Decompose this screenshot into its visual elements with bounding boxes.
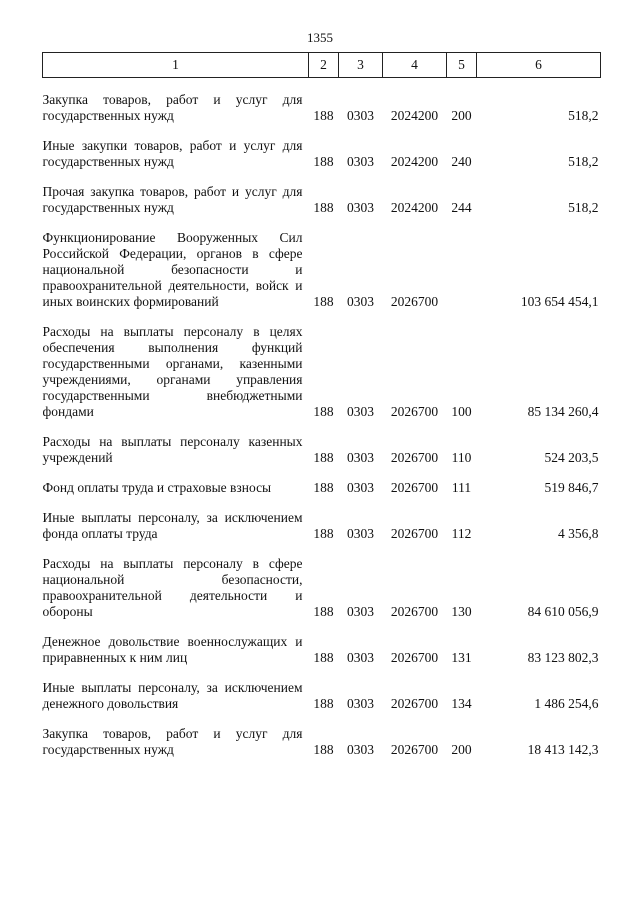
cell-ministry-code: 188 bbox=[313, 742, 334, 757]
cell-amount: 85 134 260,4 bbox=[527, 404, 599, 419]
cell-amount: 518,2 bbox=[568, 200, 599, 215]
cell-section-code: 0303 bbox=[347, 108, 374, 123]
cell-target-article: 2026700 bbox=[390, 696, 439, 711]
spacer-cell bbox=[43, 170, 601, 184]
spacer-cell bbox=[43, 216, 601, 230]
row-spacer bbox=[43, 620, 601, 634]
cell-target-article: 2026700 bbox=[390, 526, 439, 541]
cell-amount: 84 610 056,9 bbox=[527, 604, 599, 619]
cell-section-code: 0303 bbox=[347, 696, 374, 711]
cell-expense-type: 110 bbox=[451, 450, 472, 465]
cell-target-article: 2026700 bbox=[390, 294, 439, 309]
cell-ministry-code: 188 bbox=[313, 696, 334, 711]
cell-target-article: 2026700 bbox=[390, 450, 439, 465]
row-description: Денежное довольствие военнослужащих и приравненных к ним лиц bbox=[42, 634, 303, 665]
cell-amount: 4 356,8 bbox=[558, 526, 599, 541]
row-spacer bbox=[43, 496, 601, 510]
cell-ministry-code: 188 bbox=[313, 200, 334, 215]
row-description: Фонд оплаты труда и страховые взносы bbox=[42, 480, 272, 495]
table-row bbox=[43, 434, 601, 466]
row-description: Иные закупки товаров, работ и услуг для государственных нужд bbox=[42, 138, 303, 169]
column-header: 5 bbox=[447, 53, 477, 78]
cell-ministry-code: 188 bbox=[313, 480, 334, 495]
row-description: Иные выплаты персоналу, за исключением денежного довольствия bbox=[42, 680, 303, 711]
cell-target-article: 2024200 bbox=[390, 154, 439, 169]
row-spacer bbox=[43, 124, 601, 138]
cell-expense-type: 130 bbox=[451, 604, 472, 619]
table-row bbox=[43, 138, 601, 170]
table-row bbox=[43, 634, 601, 666]
budget-table bbox=[42, 52, 601, 758]
cell-expense-type: 100 bbox=[451, 404, 472, 419]
row-description: Расходы на выплаты персоналу в целях обеспечения выполнения функций государственными органами, казенными учреждениями, органами управления государственными внебюджетными фондами bbox=[42, 324, 303, 419]
cell-expense-type: 200 bbox=[451, 108, 472, 123]
row-spacer bbox=[43, 712, 601, 726]
spacer-cell bbox=[43, 124, 601, 138]
cell-amount: 518,2 bbox=[568, 108, 599, 123]
table-row bbox=[43, 324, 601, 420]
table-row bbox=[43, 92, 601, 124]
cell-target-article: 2026700 bbox=[390, 650, 439, 665]
row-description: Закупка товаров, работ и услуг для государственных нужд bbox=[42, 726, 303, 757]
cell-amount: 103 654 454,1 bbox=[520, 294, 599, 309]
spacer-cell bbox=[43, 310, 601, 324]
table-row bbox=[43, 510, 601, 542]
cell-section-code: 0303 bbox=[347, 450, 374, 465]
row-description: Расходы на выплаты персоналу казенных учреждений bbox=[42, 434, 303, 465]
spacer-cell bbox=[43, 466, 601, 480]
cell-ministry-code: 188 bbox=[313, 450, 334, 465]
table-header bbox=[43, 53, 601, 78]
row-spacer bbox=[43, 310, 601, 324]
row-spacer bbox=[43, 216, 601, 230]
cell-target-article: 2026700 bbox=[390, 604, 439, 619]
cell-section-code: 0303 bbox=[347, 650, 374, 665]
row-spacer bbox=[43, 542, 601, 556]
cell-section-code: 0303 bbox=[347, 480, 374, 495]
cell-amount: 1 486 254,6 bbox=[534, 696, 599, 711]
cell-ministry-code: 188 bbox=[313, 294, 334, 309]
spacer-cell bbox=[43, 496, 601, 510]
row-description: Функционирование Вооруженных Сил Российской Федерации, органов в сфере национальной безопасности и правоохранительной деятельности, войск и иных воинских формирований bbox=[42, 230, 303, 309]
cell-expense-type: 111 bbox=[451, 480, 472, 495]
row-spacer bbox=[43, 666, 601, 680]
cell-target-article: 2024200 bbox=[390, 108, 439, 123]
cell-section-code: 0303 bbox=[347, 154, 374, 169]
cell-ministry-code: 188 bbox=[313, 526, 334, 541]
row-description: Расходы на выплаты персоналу в сфере национальной безопасности, правоохранительной деятельности и обороны bbox=[42, 556, 303, 619]
spacer-cell bbox=[43, 420, 601, 434]
cell-expense-type: 112 bbox=[451, 526, 472, 541]
row-description: Прочая закупка товаров, работ и услуг для государственных нужд bbox=[42, 184, 303, 215]
cell-ministry-code: 188 bbox=[313, 404, 334, 419]
row-spacer bbox=[43, 78, 601, 93]
cell-ministry-code: 188 bbox=[313, 604, 334, 619]
cell-section-code: 0303 bbox=[347, 404, 374, 419]
cell-section-code: 0303 bbox=[347, 294, 374, 309]
table-row bbox=[43, 480, 601, 496]
cell-ministry-code: 188 bbox=[313, 154, 334, 169]
table-row bbox=[43, 184, 601, 216]
cell-target-article: 2026700 bbox=[390, 404, 439, 419]
cell-ministry-code: 188 bbox=[313, 650, 334, 665]
cell-section-code: 0303 bbox=[347, 526, 374, 541]
cell-target-article: 2026700 bbox=[390, 742, 439, 757]
cell-section-code: 0303 bbox=[347, 200, 374, 215]
spacer-cell bbox=[43, 712, 601, 726]
row-spacer bbox=[43, 420, 601, 434]
cell-expense-type: 134 bbox=[451, 696, 472, 711]
column-header: 4 bbox=[383, 53, 447, 78]
table-row bbox=[43, 230, 601, 310]
page-number: 1355 bbox=[307, 30, 333, 45]
column-header: 3 bbox=[339, 53, 383, 78]
column-header: 2 bbox=[309, 53, 339, 78]
spacer-cell bbox=[43, 620, 601, 634]
cell-amount: 518,2 bbox=[568, 154, 599, 169]
cell-section-code: 0303 bbox=[347, 604, 374, 619]
cell-target-article: 2024200 bbox=[390, 200, 439, 215]
spacer-cell bbox=[43, 78, 601, 93]
cell-expense-type: 240 bbox=[451, 154, 472, 169]
table-body bbox=[43, 78, 601, 759]
row-description: Закупка товаров, работ и услуг для государственных нужд bbox=[42, 92, 303, 123]
cell-amount: 519 846,7 bbox=[544, 480, 599, 495]
cell-expense-type: 244 bbox=[451, 200, 472, 215]
table-row bbox=[43, 556, 601, 620]
cell-amount: 524 203,5 bbox=[544, 450, 599, 465]
table-row bbox=[43, 726, 601, 758]
column-header: 1 bbox=[43, 53, 309, 78]
cell-target-article: 2026700 bbox=[390, 480, 439, 495]
cell-expense-type: 200 bbox=[451, 742, 472, 757]
header-row bbox=[43, 53, 601, 78]
cell-ministry-code: 188 bbox=[313, 108, 334, 123]
row-spacer bbox=[43, 170, 601, 184]
cell-amount: 83 123 802,3 bbox=[527, 650, 599, 665]
spacer-cell bbox=[43, 666, 601, 680]
cell-expense-type: 131 bbox=[451, 650, 472, 665]
spacer-cell bbox=[43, 542, 601, 556]
column-header: 6 bbox=[477, 53, 601, 78]
row-spacer bbox=[43, 466, 601, 480]
table-row bbox=[43, 680, 601, 712]
row-description: Иные выплаты персоналу, за исключением фонда оплаты труда bbox=[42, 510, 303, 541]
cell-amount: 18 413 142,3 bbox=[527, 742, 599, 757]
cell-expense-type bbox=[447, 230, 477, 310]
cell-section-code: 0303 bbox=[347, 742, 374, 757]
